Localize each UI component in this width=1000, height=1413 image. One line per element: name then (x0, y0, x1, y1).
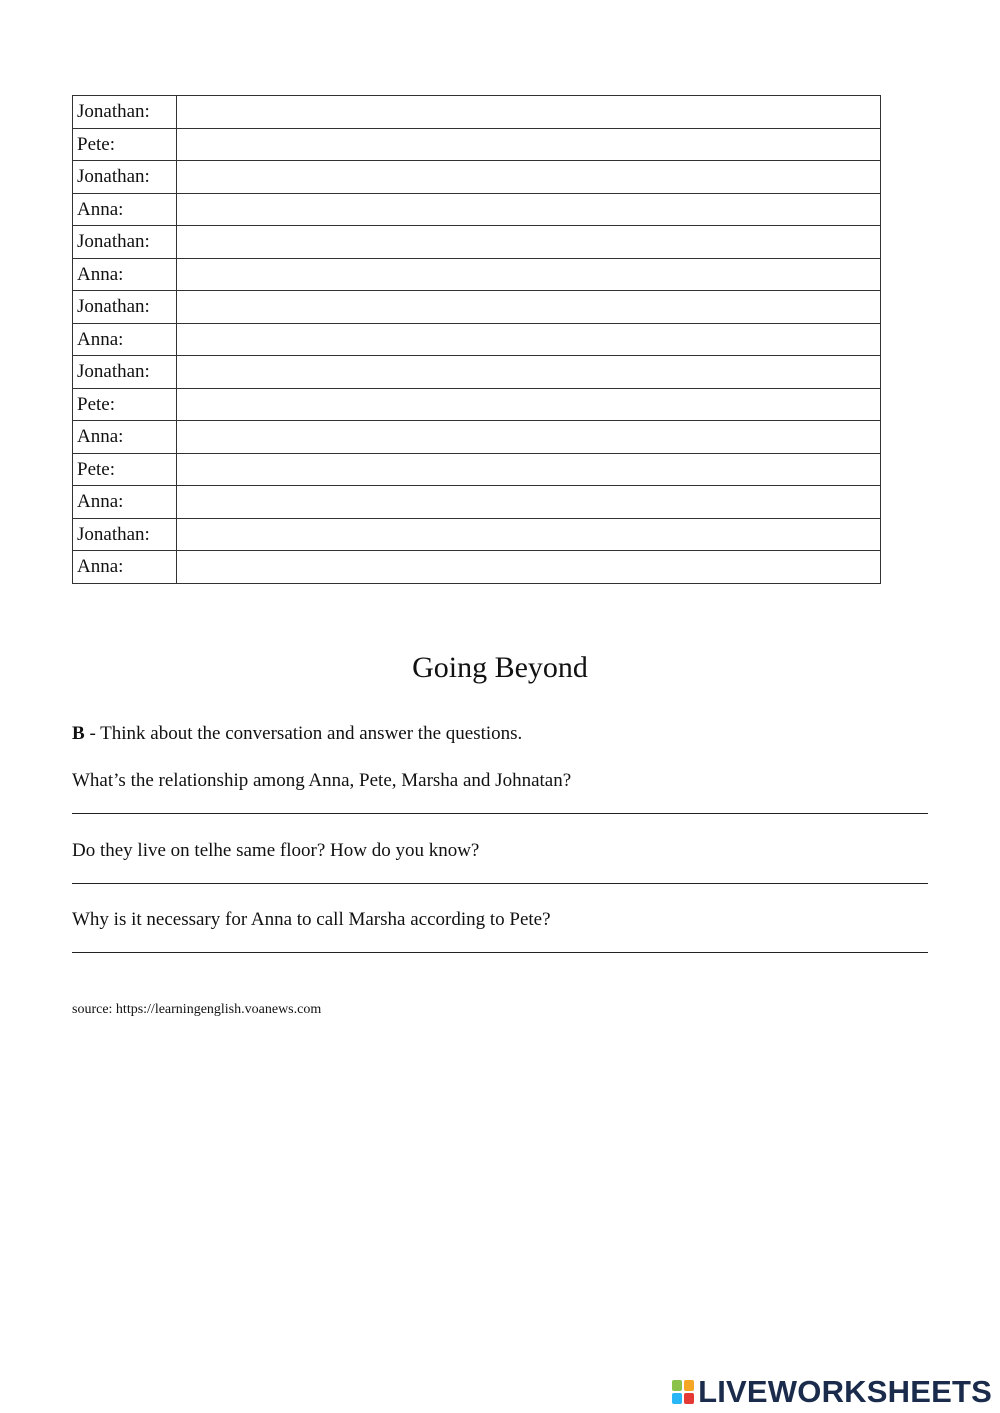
dialogue-line-input[interactable] (177, 551, 881, 584)
dialogue-line-input[interactable] (177, 323, 881, 356)
dialogue-line-input[interactable] (177, 226, 881, 259)
dialogue-line-input[interactable] (177, 258, 881, 291)
dialogue-table (72, 95, 881, 584)
source-citation: source: https://learningenglish.voanews.com (72, 1002, 322, 1017)
dialogue-line-input[interactable] (177, 518, 881, 551)
answer-line-input[interactable] (72, 952, 928, 953)
speaker-cell: Jonathan: (73, 96, 177, 129)
speaker-cell: Anna: (73, 486, 177, 519)
dialogue-line-input[interactable] (177, 291, 881, 324)
speaker-cell: Anna: (73, 258, 177, 291)
dialogue-line-input[interactable] (177, 388, 881, 421)
dialogue-row (73, 323, 881, 356)
dialogue-line-input[interactable] (177, 453, 881, 486)
speaker-cell: Anna: (73, 421, 177, 454)
dialogue-row (73, 518, 881, 551)
section-title: Going Beyond (412, 651, 588, 684)
instruction (72, 722, 522, 746)
question-block (72, 839, 928, 884)
dialogue-line-input[interactable] (177, 356, 881, 389)
dialogue-row (73, 258, 881, 291)
question-block (72, 908, 928, 953)
dialogue-row (73, 96, 881, 129)
speaker-cell: Jonathan: (73, 356, 177, 389)
dialogue-row (73, 551, 881, 584)
speaker-cell: Anna: (73, 323, 177, 356)
logo-square (684, 1380, 694, 1391)
speaker-cell: Jonathan: (73, 291, 177, 324)
speaker-cell: Anna: (73, 193, 177, 226)
dialogue-row (73, 356, 881, 389)
dialogue-line-input[interactable] (177, 96, 881, 129)
instruction-letter: B (72, 723, 85, 744)
liveworksheets-logo-icon (672, 1380, 694, 1404)
speaker-cell: Pete: (73, 388, 177, 421)
logo-square (684, 1393, 694, 1404)
question-block (72, 769, 928, 814)
question-text: Do they live on telhe same floor? How do you know? (72, 840, 480, 861)
speaker-cell: Pete: (73, 453, 177, 486)
logo-square (672, 1393, 682, 1404)
logo-square (672, 1380, 682, 1391)
dialogue-row (73, 486, 881, 519)
answer-line-input[interactable] (72, 813, 928, 814)
instruction-text: - Think about the conversation and answer the questions. (84, 723, 523, 744)
dialogue-row (73, 291, 881, 324)
dialogue-line-input[interactable] (177, 161, 881, 194)
brand-watermark (672, 1376, 992, 1407)
question-text: What’s the relationship among Anna, Pete, Marsha and Johnatan? (72, 770, 572, 791)
dialogue-line-input[interactable] (177, 128, 881, 161)
brand-name: LIVEWORKSHEETS (698, 1374, 992, 1409)
dialogue-row (73, 128, 881, 161)
dialogue-line-input[interactable] (177, 421, 881, 454)
speaker-cell: Jonathan: (73, 161, 177, 194)
dialogue-row (73, 226, 881, 259)
dialogue-row (73, 453, 881, 486)
speaker-cell: Anna: (73, 551, 177, 584)
dialogue-line-input[interactable] (177, 193, 881, 226)
speaker-cell: Jonathan: (73, 518, 177, 551)
dialogue-row (73, 161, 881, 194)
dialogue-body (73, 96, 881, 584)
dialogue-line-input[interactable] (177, 486, 881, 519)
question-text: Why is it necessary for Anna to call Marsha according to Pete? (72, 909, 551, 930)
dialogue-row (73, 193, 881, 226)
dialogue-row (73, 388, 881, 421)
speaker-cell: Jonathan: (73, 226, 177, 259)
speaker-cell: Pete: (73, 128, 177, 161)
answer-line-input[interactable] (72, 883, 928, 884)
dialogue-row (73, 421, 881, 454)
